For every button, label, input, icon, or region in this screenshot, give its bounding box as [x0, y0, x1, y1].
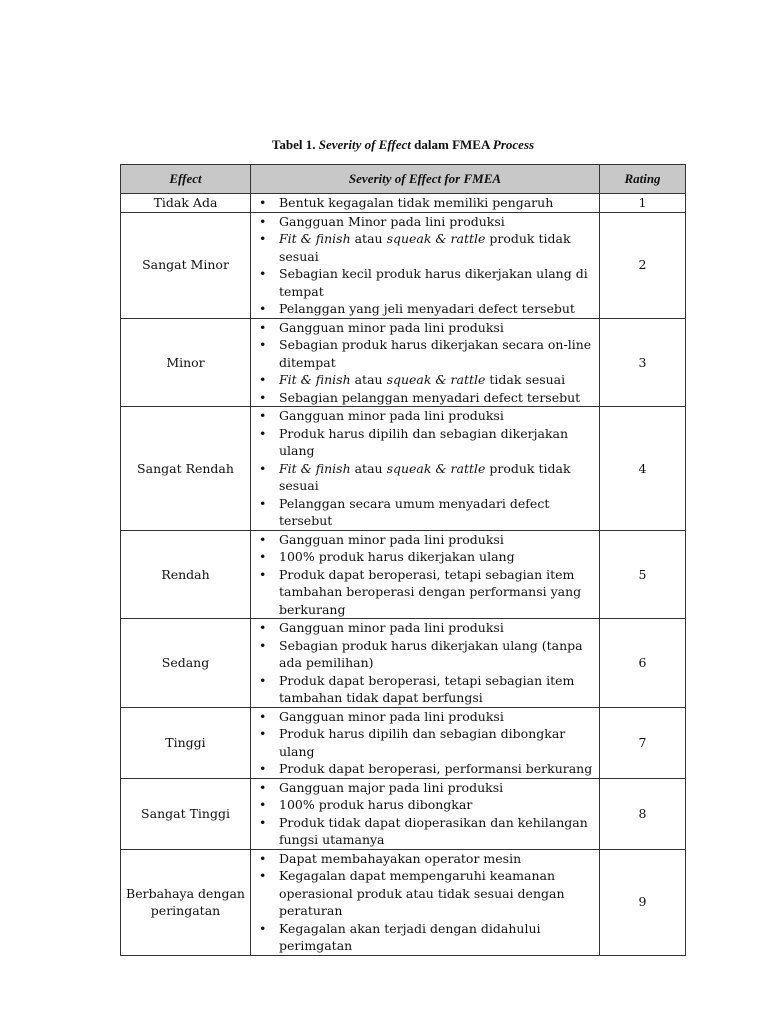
effect-cell: Sangat Rendah [121, 407, 251, 531]
caption-prefix: Tabel 1. [271, 137, 319, 152]
effect-cell: Sedang [121, 619, 251, 708]
bullet-text: 100% produk harus dikerjakan ulang [279, 549, 515, 564]
severity-bullet-item [255, 213, 595, 231]
severity-bullet-item [255, 336, 595, 371]
bullet-text: Pelanggan yang jeli menyadari defect tersebut [279, 301, 575, 316]
severity-bullet-item [255, 300, 595, 318]
severity-bullet-item [255, 760, 595, 778]
severity-bullet-item [255, 531, 595, 549]
bullet-text: produk tidak sesuai [279, 231, 571, 264]
bullet-text: Pelanggan secara umum menyadari defect tersebut [279, 495, 550, 528]
severity-bullet-item [255, 637, 595, 672]
severity-bullet-list [255, 619, 595, 707]
header-rating: Rating [600, 165, 686, 194]
bullet-text: Produk harus dipilih dan sebagian dibongkar ulang [279, 726, 566, 759]
bullet-text: Produk harus dipilih dan sebagian dikerjakan ulang [279, 425, 569, 458]
rating-cell: 1 [600, 194, 686, 213]
severity-bullet-item [255, 389, 595, 407]
bullet-text: produk tidak sesuai [279, 460, 571, 493]
bullet-text: Gangguan minor pada lini produksi [279, 319, 504, 335]
rating-cell: 9 [600, 849, 686, 955]
caption-italic-process: Process [492, 137, 535, 152]
bullet-text: Gangguan minor pada lini produksi [279, 408, 504, 423]
bullet-text: Produk dapat beroperasi, tetapi sebagian item tambahan beroperasi dengan performansi yang berkurang [279, 566, 582, 617]
severity-description-cell [251, 619, 600, 708]
severity-bullet-item [255, 796, 595, 814]
bullet-text: Kegagalan akan terjadi dengan didahului perimgatan [279, 920, 541, 953]
bullet-text: Gangguan minor pada lini produksi [279, 531, 504, 547]
table-row [121, 530, 686, 619]
italic-term: squeak & rattle [386, 460, 486, 476]
bullet-text: Kegagalan dapat mempengaruhi keamanan operasional produk atau tidak sesuai dengan peraturan [279, 868, 565, 918]
table-row [121, 707, 686, 778]
rating-cell: 2 [600, 212, 686, 318]
table-row [121, 212, 686, 318]
bullet-text: Gangguan Minor pada lini produksi [279, 213, 505, 229]
severity-bullet-item [255, 708, 595, 726]
caption-middle: dalam FMEA [410, 137, 493, 152]
table-body [121, 194, 686, 956]
severity-bullet-list [255, 779, 595, 849]
severity-bullet-item [255, 230, 595, 265]
table-row [121, 407, 686, 531]
bullet-text: atau [350, 460, 387, 476]
severity-bullet-list [255, 319, 595, 407]
header-effect: Effect [121, 165, 251, 194]
bullet-text: Gangguan minor pada lini produksi [279, 620, 504, 635]
severity-bullet-item [255, 920, 595, 955]
bullet-text: Sebagian pelanggan menyadari defect tersebut [279, 389, 581, 405]
effect-cell: Sangat Tinggi [121, 778, 251, 849]
bullet-text: 100% produk harus dibongkar [279, 797, 473, 812]
severity-bullet-list [255, 407, 595, 530]
italic-term: Fit & finish [279, 372, 351, 387]
bullet-text: tidak sesuai [485, 372, 566, 387]
severity-bullet-item [255, 850, 595, 868]
effect-cell: Tidak Ada [121, 194, 251, 213]
severity-bullet-item [255, 425, 595, 460]
caption-italic-severity: Severity of Effect [318, 137, 411, 152]
severity-table [120, 164, 686, 956]
bullet-text: Gangguan minor pada lini produksi [279, 708, 504, 724]
severity-bullet-item [255, 407, 595, 425]
bullet-text: atau [350, 372, 387, 387]
bullet-text: Bentuk kegagalan tidak memiliki pengaruh [279, 195, 554, 210]
severity-description-cell [251, 707, 600, 778]
table-row [121, 778, 686, 849]
rating-cell: 5 [600, 530, 686, 619]
rating-cell: 4 [600, 407, 686, 531]
severity-description-cell [251, 318, 600, 407]
rating-cell: 3 [600, 318, 686, 407]
severity-bullet-item [255, 371, 595, 389]
bullet-text: Produk dapat beroperasi, tetapi sebagian item tambahan tidak dapat berfungsi [279, 672, 575, 705]
severity-bullet-item [255, 265, 595, 300]
severity-bullet-item [255, 548, 595, 566]
rating-cell: 7 [600, 707, 686, 778]
severity-bullet-list [255, 531, 595, 619]
severity-bullet-item [255, 194, 595, 212]
bullet-text: Sebagian produk harus dikerjakan secara on-line ditempat [279, 337, 592, 370]
severity-bullet-item [255, 495, 595, 530]
effect-cell: Minor [121, 318, 251, 407]
bullet-text: Produk tidak dapat dioperasikan dan kehilangan fungsi utamanya [279, 814, 588, 847]
bullet-text: atau [350, 231, 387, 246]
severity-bullet-item [255, 619, 595, 637]
bullet-text: Sebagian kecil produk harus dikerjakan ulang di tempat [279, 266, 588, 299]
severity-bullet-list [255, 850, 595, 955]
bullet-text: Gangguan major pada lini produksi [279, 779, 504, 795]
effect-cell: Sangat Minor [121, 212, 251, 318]
effect-cell: Tinggi [121, 707, 251, 778]
severity-description-cell [251, 212, 600, 318]
severity-bullet-item [255, 867, 595, 920]
severity-bullet-item [255, 460, 595, 495]
table-row [121, 849, 686, 955]
table-row [121, 619, 686, 708]
severity-description-cell [251, 194, 600, 213]
table-row [121, 318, 686, 407]
severity-bullet-item [255, 672, 595, 707]
severity-bullet-item [255, 725, 595, 760]
rating-cell: 8 [600, 778, 686, 849]
severity-description-cell [251, 849, 600, 955]
italic-term: squeak & rattle [386, 372, 486, 387]
table-row [121, 194, 686, 213]
severity-description-cell [251, 407, 600, 531]
severity-description-cell [251, 530, 600, 619]
italic-term: squeak & rattle [386, 231, 486, 246]
bullet-text: Sebagian produk harus dikerjakan ulang (tanpa ada pemilihan) [279, 637, 583, 670]
severity-bullet-list [255, 194, 595, 212]
rating-cell: 6 [600, 619, 686, 708]
severity-bullet-item [255, 566, 595, 619]
italic-term: Fit & finish [279, 231, 351, 246]
effect-cell: Rendah [121, 530, 251, 619]
severity-bullet-item [255, 779, 595, 797]
severity-bullet-list [255, 708, 595, 778]
effect-cell: Berbahaya dengan peringatan [121, 849, 251, 955]
bullet-text: Produk dapat beroperasi, performansi berkurang [279, 761, 593, 776]
severity-description-cell [251, 778, 600, 849]
severity-bullet-item [255, 814, 595, 849]
header-severity: Severity of Effect for FMEA [251, 165, 600, 194]
table-header-row [121, 165, 686, 194]
italic-term: Fit & finish [279, 460, 351, 476]
table-caption [120, 137, 686, 153]
severity-bullet-list [255, 213, 595, 318]
bullet-text: Dapat membahayakan operator mesin [279, 850, 522, 866]
severity-bullet-item [255, 319, 595, 337]
